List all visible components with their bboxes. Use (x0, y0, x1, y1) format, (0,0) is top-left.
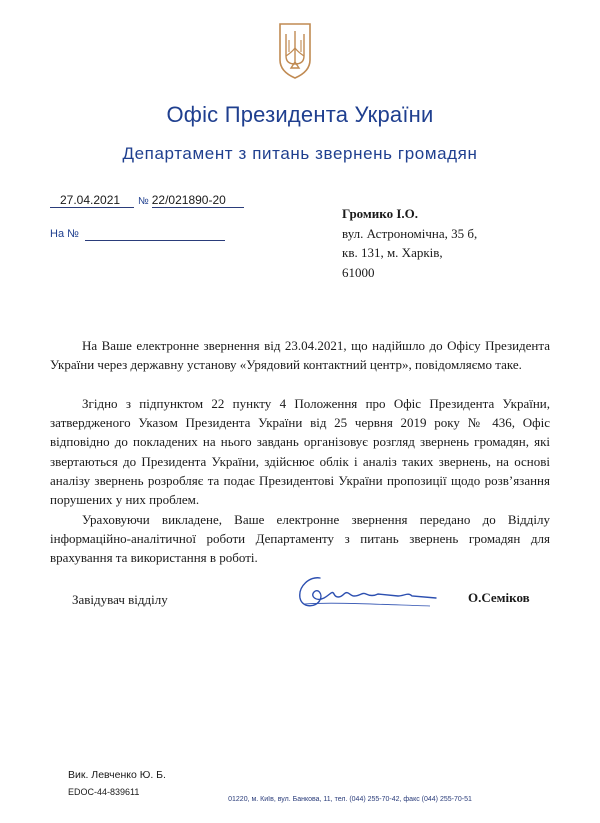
addressee-name: Громико І.О. (342, 206, 419, 221)
paragraph-text: Ураховуючи викладене, Ваше електронне звернення передано до Відділу інформаційно-аналітичної роботи Департаменту з питань звернень громадян для врахування та використання в роботі. (50, 512, 550, 566)
number-sign: № (138, 196, 149, 207)
reference-label: На № (50, 228, 79, 240)
addressee-apartment-city: кв. 131, м. Харків, (342, 245, 443, 260)
addressee-street: вул. Астрономічна, 35 б, (342, 225, 478, 241)
registration-date: 27.04.2021 (50, 193, 134, 208)
registration-number: 22/021890-20 (152, 193, 244, 208)
reference-blank (85, 228, 225, 241)
body-paragraph (50, 510, 550, 568)
reference-line (50, 228, 225, 241)
addressee-block (342, 204, 477, 282)
signatory-name: О.Семіков (468, 590, 530, 605)
addressee-postcode: 61000 (342, 264, 375, 280)
document-id: EDOC-44-839611 (68, 787, 140, 797)
coat-of-arms-icon (276, 22, 314, 80)
paragraph-text: Згідно з підпунктом 22 пункту 4 Положення про Офіс Президента України, затвердженого Указом Президента України від 25 червня 2019 року № 436, Офіс відповідно до покладених на нього завдань організовує розгляд звернень громадян, які звертаються до Президента України, здійснює облік і аналіз таких звернень, на основі аналізу звернень розробляє та подає Президентові України пропозиції щодо розв’язання порушених у них проблем. (50, 396, 550, 508)
body-paragraph (50, 394, 550, 509)
executor-name: Вик. Левченко Ю. Б. (68, 769, 166, 781)
body-paragraph (50, 336, 550, 374)
organization-title: Офіс Президента України (166, 102, 434, 127)
signatory-title: Завідувач відділу (72, 592, 168, 607)
footer-address: 01220, м. Київ, вул. Банкова, 11, тел. (044) 255-70-42, факс (044) 255-70-51 (228, 796, 472, 803)
department-title: Департамент з питань звернень громадян (122, 144, 478, 163)
paragraph-text: На Ваше електронне звернення від 23.04.2021, що надійшло до Офісу Президента України через державну установу «Урядовий контактний центр», повідомляємо таке. (50, 338, 550, 373)
registration-line (50, 193, 244, 208)
handwritten-signature (290, 568, 440, 616)
